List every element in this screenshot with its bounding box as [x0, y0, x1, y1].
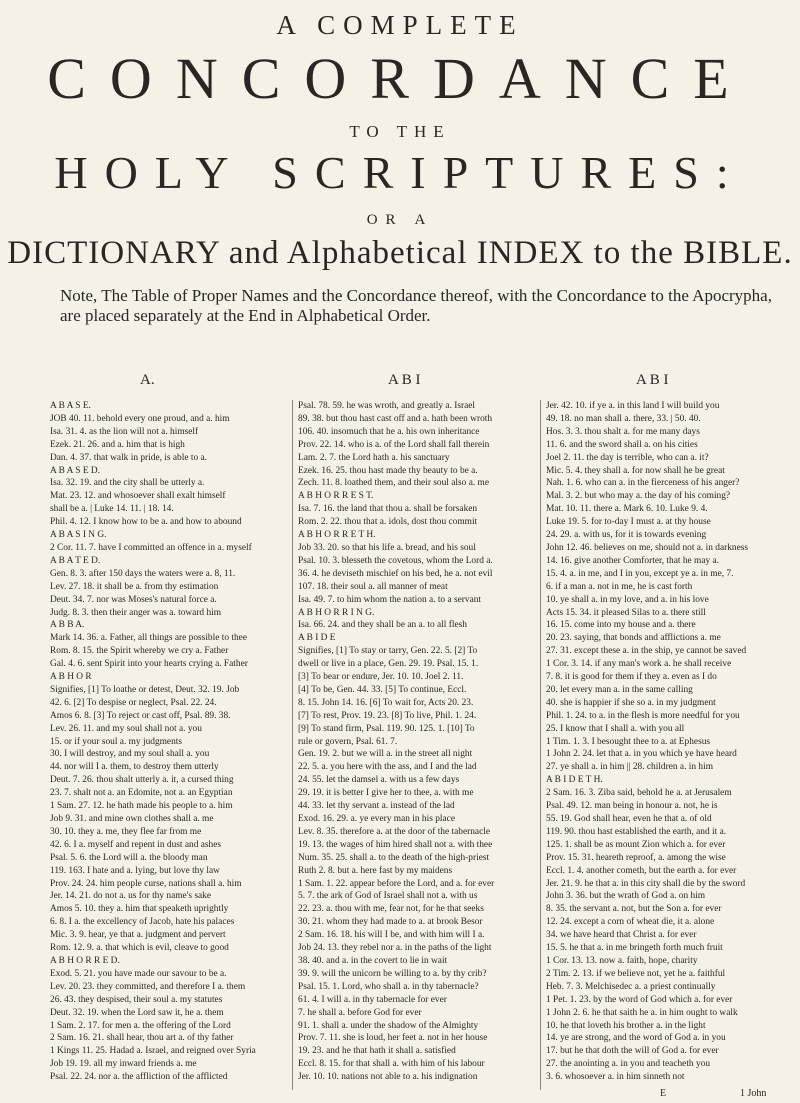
column-divider: [292, 400, 293, 1090]
column-head-3: A B I: [636, 372, 669, 388]
column-head-1: A.: [140, 372, 155, 388]
text-column-3: Jer. 42. 10. if ye a. in this land I will build you 49. 18. no man shall a. there, 33. | 50. 40. Hos. 3. 3. thou shalt a. for me many days 11. 6. and the sword shall a. on his cities Joel 2. 11. the day is terrible, who can a. it? Mic. 5. 4. they shall a. for now shall he be great Nah. 1. 6. who can a. in the fierceness of his anger? Mal. 3. 2. but who may a. the day of his coming? Mat. 10. 11. there a. Mark 6. 10. Luke 9. 4. Luke 19. 5. for to-day I must a. at thy house 24. 29. a. with us, for it is towards evening John 12. 46. believes on me, should not a. in darkness 14. 16. give another Comforter, that he may a. 15. 4. a. in me, and I in you, except ye a. in me, 7. 6. if a man a. not in me, he is cast forth 10. ye shall a. in my love, and a. in his love Acts 15. 34. it pleased Silas to a. there still 16. 15. come into my house and a. there 20. 23. saying, that bonds and afflictions a. me 27. 31. except these a. in the ship, ye cannot be saved 1 Cor. 3. 14. if any man's work a. he shall receive 7. 8. it is good for them if they a. even as I do 20. let every man a. in the same calling 40. she is happier if she so a. in my judgment Phil. 1. 24. to a. in the flesh is more needful for you 25. I know that I shall a. with you all 1 Tim. 1. 3. I besought thee to a. at Ephesus 1 John 2. 24. let that a. in you which ye have heard 27. ye shall a. in him || 28. children a. in him A B I D E T H. 2 Sam. 16. 3. Ziba said, behold he a. at Jerusalem Psal. 49. 12. man being in honour a. not, he is 55. 19. God shall hear, even he that a. of old 119. 90. thou hast established the earth, and it a. 125. 1. shall be as mount Zion which a. for ever Prov. 15. 31. heareth reproof, a. among the wise Eccl. 1. 4. another cometh, but the earth a. for ever Jer. 21. 9. he that a. in this city shall die by the sword John 3. 36. but the wrath of God a. on him 8. 35. the servant a. not, but the Son a. for ever 12. 24. except a corn of wheat die, it a. alone 34. we have heard that Christ a. for ever 15. 5. he that a. in me bringeth forth much fruit 1 Cor. 13. 13. now a. faith, hope, charity 2 Tim. 2. 13. if we believe not, yet he a. faithful Heb. 7. 3. Melchisedec a. a priest continually 1 Pet. 1. 23. by the word of God which a. for ever 1 John 2. 6. he that saith he a. in him ought to walk 10. he that loveth his brother a. in the light 14. ye are strong, and the word of God a. in you 17. but he that doth the will of God a. for ever 27. the anointing a. in you and teacheth you 3. 6. whosoever a. in him sinneth not: [546, 401, 749, 1083]
catchword: 1 John: [740, 1088, 767, 1099]
title-a-complete: A COMPLETE: [276, 10, 524, 40]
column-divider: [540, 400, 541, 1090]
title-or-a: OR A: [366, 212, 434, 228]
signature-mark: E: [660, 1088, 667, 1099]
column-heads: [0, 372, 800, 392]
title-dictionary-index: DICTIONARY and Alphabetical INDEX to the BIBLE.: [7, 235, 793, 271]
text-column-2: Psal. 78. 59. he was wroth, and greatly a. Israel 89. 38. but thou hast cast off and a. hath been wroth 106. 40. insomuch that he a. his own inheritance Prov. 22. 14. who is a. of the Lord shall fall therein Lam. 2. 7. the Lord hath a. his sanctuary Ezek. 16. 25. thou hast made thy beauty to be a. Zech. 11. 8. loathed them, and their soul also a. me A B H O R R E S T. Isa. 7. 16. the land that thou a. shall be forsaken Rom. 2. 22. thou that a. idols, dost thou commit A B H O R R E T H. Job 33. 20. so that his life a. bread, and his soul Psal. 10. 3. blesseth the covetous, whom the Lord a. 36. 4. he deviseth mischief on his bed, he a. not evil 107. 18. their soul a. all manner of meat Isa. 49. 7. to him whom the nation a. to a servant A B H O R R I N G. Isa. 66. 24. and they shall be an a. to all flesh A B I D E Signifies, [1] To stay or tarry, Gen. 22. 5. [2] To dwell or live in a place, Gen. 29. 19. Psal. 15. 1. [3] To bear or endure, Jer. 10. 10. Joel 2. 11. [4] To be, Gen. 44. 33. [5] To continue, Eccl. 8. 15. John 14. 16. [6] To wait for, Acts 20. 23. [7] To rest, Prov. 19. 23. [8] To live, Phil. 1. 24. [9] To stand firm, Psal. 119. 90. 125. 1. [10] To rule or govern, Psal. 61. 7. Gen. 19. 2. but we will a. in the street all night 22. 5. a. you here with the ass, and I and the lad 24. 55. let the damsel a. with us a few days 29. 19. it is better I give her to thee, a. with me 44. 33. let thy servant a. instead of the lad Exod. 16. 29. a. ye every man in his place Lev. 8. 35. therefore a. at the door of the tabernacle 19. 13. the wages of him hired shall not a. with thee Num. 35. 25. shall a. to the death of the high-priest Ruth 2. 8. but a. here fast by my maidens 1 Sam. 1. 22. appear before the Lord, and a. for ever 5. 7. the ark of God of Israel shall not a. with us 22. 23. a. thou with me, fear not, for he that seeks 30. 21. whom they had made to a. at brook Besor 2 Sam. 16. 18. his will I be, and with him will I a. Job 24. 13. they rebel nor a. in the paths of the light 38. 40. and a. in the covert to lie in wait 39. 9. will the unicorn be willing to a. by thy crib? Psal. 15. 1. Lord, who shall a. in thy tabernacle? 61. 4. I will a. in thy tabernacle for ever 7. he shall a. before God for ever 91. 1. shall a. under the shadow of the Almighty Prov. 7. 11. she is loud, her feet a. not in her house 19. 23. and he that hath it shall a. satisfied Eccl. 8. 15. for that shall a. with him of his labour Jer. 10. 10. nations not able to a. his indignation: [298, 401, 495, 1083]
title-concordance: CONCORDANCE: [47, 46, 753, 111]
title-to-the: TO THE: [349, 122, 451, 141]
column-head-2: A B I: [388, 372, 421, 388]
title-holy-scriptures: HOLY SCRIPTURES:: [54, 147, 746, 198]
subtitle-note: Note, The Table of Proper Names and the Concordance thereof, with the Concordance to the Apocrypha, are placed separately at the End in Alphabetical Order.: [60, 286, 772, 325]
text-column-1: A B A S E. JOB 40. 11. behold every one proud, and a. him Isa. 31. 4. as the lion will not a. himself Ezek. 21. 26. and a. him that is high Dan. 4. 37. that walk in pride, is able to a. A B A S E D. Isa. 32. 19. and the city shall be utterly a. Mat. 23. 12. and whosoever shall exalt himself shall be a. | Luke 14. 11. | 18. 14. Phil. 4. 12. I know how to be a. and how to abound A B A S I N G. 2 Cor. 11. 7. have I committed an offence in a. myself A B A T E D. Gen. 8. 3. after 150 days the waters were a. 8, 11. Lev. 27. 18. it shall be a. from thy estimation Deut. 34. 7. nor was Moses's natural force a. Judg. 8. 3. then their anger was a. toward him A B B A. Mark 14. 36. a. Father, all things are possible to thee Rom. 8. 15. the Spirit whereby we cry a. Father Gal. 4. 6. sent Spirit into your hearts crying a. Father A B H O R Signifies, [1] To loathe or detest, Deut. 32. 19. Job 42. 6. [2] To despise or neglect, Psal. 22. 24. Amos 6. 8. [3] To reject or cast off, Psal. 89. 38. Lev. 26. 11. and my soul shall not a. you 15. or if your soul a. my judgments 30. I will destroy, and my soul shall a. you 44. nor will I a. them, to destroy them utterly Deut. 7. 26. thou shalt utterly a. it, a cursed thing 23. 7. shalt not a. an Edomite, not a. an Egyptian 1 Sam. 27. 12. he hath made his people to a. him Job 9. 31. and mine own clothes shall a. me 30. 10. they a. me, they flee far from me 42. 6. I a. myself and repent in dust and ashes Psal. 5. 6. the Lord will a. the bloody man 119. 163. I hate and a. lying, but love thy law Prov. 24. 24. him people curse, nations shall a. him Jer. 14. 21. do not a. us for thy name's sake Amos 5. 10. they a. him that speaketh uprightly 6. 8. I a. the excellency of Jacob, hate his palaces Mic. 3. 9. hear, ye that a. judgment and pervert Rom. 12. 9. a. that which is evil, cleave to good A B H O R R E D. Exod. 5. 21. you have made our savour to be a. Lev. 20. 23. they committed, and therefore I a. them 26. 43. they despised, their soul a. my statutes Deut. 32. 19. when the Lord saw it, he a. them 1 Sam. 2. 17. for men a. the offering of the Lord 2 Sam. 16. 21. shall hear, thou art a. of thy father 1 Kings 11. 25. Hadad a. Israel, and reigned over Syria Job 19. 19. all my inward friends a. me Psal. 22. 24. nor a. the affliction of the afflicted: [50, 401, 256, 1083]
